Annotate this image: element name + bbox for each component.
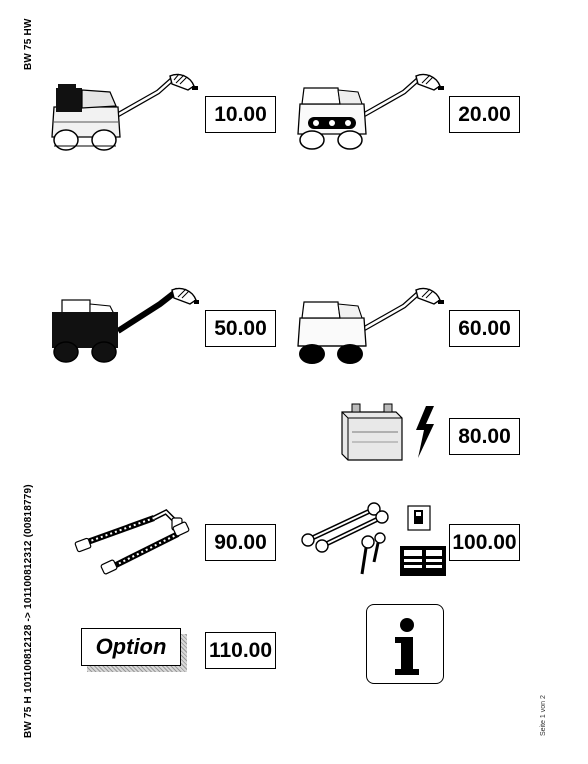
roller-frame-highlighted-icon[interactable] bbox=[48, 276, 200, 368]
section-20-button[interactable]: 20.00 bbox=[449, 96, 520, 133]
info-glyph-icon bbox=[367, 605, 445, 685]
serial-range-label: BW 75 H 101100812128 -> 101100812312 (00818779) bbox=[23, 484, 34, 738]
section-110-button[interactable]: 110.00 bbox=[205, 632, 276, 669]
battery-lightning-icon[interactable] bbox=[336, 398, 442, 468]
section-10-button[interactable]: 10.00 bbox=[205, 96, 276, 133]
roller-icon[interactable] bbox=[48, 62, 200, 154]
info-icon[interactable] bbox=[366, 604, 444, 684]
hydraulic-hoses-icon[interactable] bbox=[74, 500, 196, 580]
section-80-button[interactable]: 80.00 bbox=[449, 418, 520, 455]
section-90-button[interactable]: 90.00 bbox=[205, 524, 276, 561]
roller-drums-icon[interactable] bbox=[294, 276, 446, 368]
roller-frame-icon[interactable] bbox=[294, 62, 446, 154]
option-label[interactable]: Option bbox=[81, 628, 181, 666]
section-50-button[interactable]: 50.00 bbox=[205, 310, 276, 347]
section-100-button[interactable]: 100.00 bbox=[449, 524, 520, 561]
option-icon[interactable] bbox=[81, 628, 191, 676]
page-footer: Seite 1 von 2 bbox=[540, 695, 547, 736]
tools-keys-fuel-icon[interactable] bbox=[300, 496, 448, 580]
section-60-button[interactable]: 60.00 bbox=[449, 310, 520, 347]
model-label: BW 75 HW bbox=[23, 18, 34, 70]
